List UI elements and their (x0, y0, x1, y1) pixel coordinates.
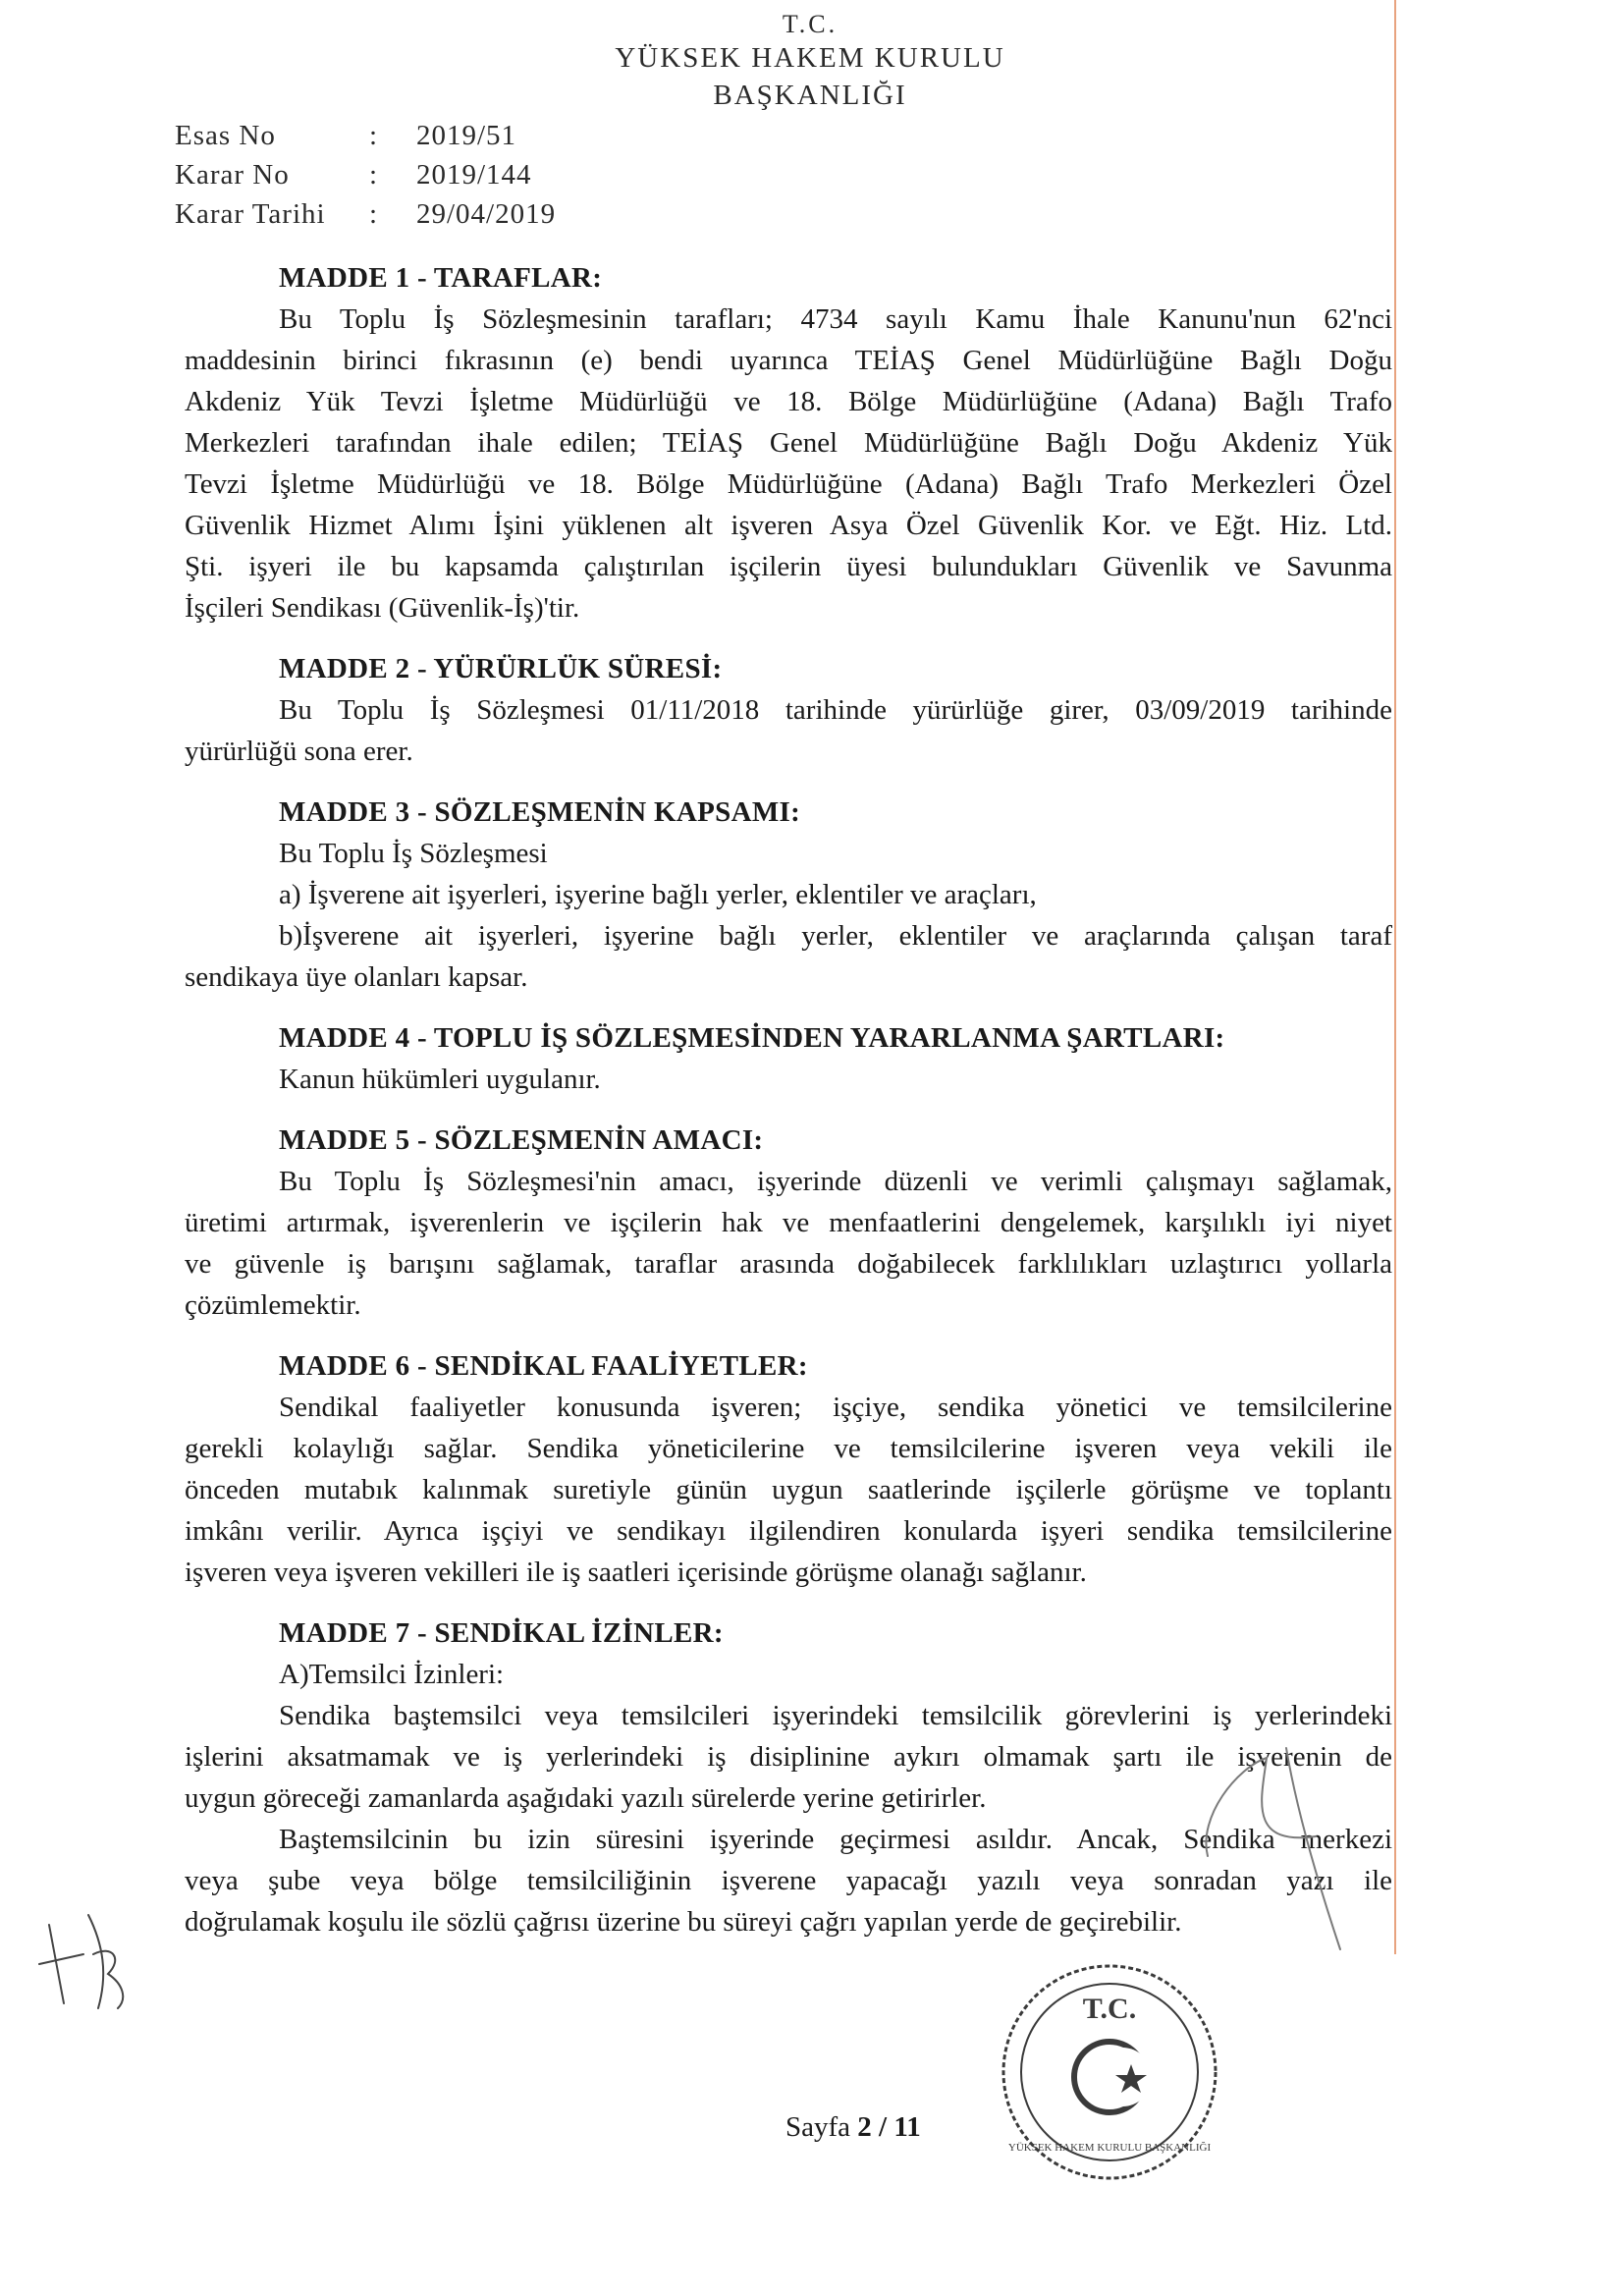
article-line: doğrulamak koşulu ile sözlü çağrısı üzerine bu süreyi çağrı yapılan yerde de geçirebilir. (185, 1906, 1182, 1938)
article-line: işveren veya işveren vekilleri ile iş saatleri içerisinde görüşme olanağı sağlanır. (185, 1557, 1087, 1588)
article-line: Akdeniz Yük Tevzi İşletme Müdürlüğü ve 18. Bölge Müdürlüğüne (Adana) Bağlı Trafo (185, 386, 1392, 417)
stamp-center-text: T.C. (1082, 1993, 1137, 2025)
case-meta (175, 116, 556, 234)
article-line: Güvenlik Hizmet Alımı İşini yüklenen alt işveren Asya Özel Güvenlik Kor. ve Eğt. Hiz. Ltd. (185, 510, 1392, 541)
meta-row-karar-tarihi (175, 194, 556, 234)
document-body (185, 257, 1392, 1962)
article-1 (185, 257, 1392, 629)
meta-label: Karar No (175, 159, 290, 191)
article-line: çözümlemektir. (185, 1289, 361, 1321)
handwritten-signature (1168, 1728, 1365, 1964)
page-current: 2 (857, 2111, 872, 2143)
stamp-ring-text: YÜKSEK HAKEM KURULU BAŞKANLIĞI (1007, 2142, 1212, 2154)
article-line: imkânı verilir. Ayrıca işçiyi ve sendikayı ilgilendiren konularda işyeri sendika temsilcilerine (185, 1515, 1392, 1547)
meta-label: Karar Tarihi (175, 198, 326, 230)
meta-value: 29/04/2019 (416, 198, 557, 230)
article-line: işlerini aksatmamak ve iş yerlerindeki iş disiplinine aykırı olmamak şartı ile işverenin de (185, 1741, 1392, 1773)
article-line: yürürlüğü sona erer. (185, 736, 413, 767)
article-line: Merkezleri tarafından ihale edilen; TEİAŞ Genel Müdürlüğüne Bağlı Doğu Akdeniz Yük (185, 427, 1392, 459)
article-6 (185, 1345, 1392, 1593)
article-line: Sendikal faaliyetler konusunda işveren; işçiye, sendika yönetici ve temsilcilerine (279, 1392, 1392, 1423)
header-tc: T.C. (782, 10, 839, 38)
article-line: Sendika baştemsilci veya temsilcileri işyerindeki temsilcilik görevlerini iş yerlerindeki (279, 1700, 1392, 1731)
meta-value: 2019/144 (416, 159, 532, 191)
meta-row-karar-no (175, 155, 556, 194)
article-line: b)İşverene ait işyerleri, işyerine bağlı yerler, eklentiler ve araçlarında çalışan taraf (279, 920, 1392, 952)
article-4 (185, 1017, 1392, 1100)
meta-label: Esas No (175, 120, 276, 151)
article-heading: MADDE 4 - TOPLU İŞ SÖZLEŞMESİNDEN YARARLANMA ŞARTLARI: (279, 1022, 1225, 1054)
official-stamp (992, 1954, 1227, 2190)
page-total: 11 (893, 2111, 921, 2143)
header-org-line1: YÜKSEK HAKEM KURULU (615, 42, 1005, 74)
article-line: Bu Toplu İş Sözleşmesi 01/11/2018 tarihinde yürürlüğe girer, 03/09/2019 tarihinde (279, 694, 1392, 726)
article-heading: MADDE 2 - YÜRÜRLÜK SÜRESİ: (279, 653, 723, 684)
margin-line (1394, 0, 1396, 1954)
article-line: veya şube veya bölge temsilciliğinin işverene yapacağı yazılı veya sonradan yazı ile (185, 1865, 1392, 1896)
article-line: Bu Toplu İş Sözleşmesi (279, 838, 548, 869)
article-line: Baştemsilcinin bu izin süresini işyerinde geçirmesi asıldır. Ancak, Sendika merkezi (279, 1824, 1392, 1855)
meta-sep: : (369, 120, 378, 151)
article-heading: MADDE 6 - SENDİKAL FAALİYETLER: (279, 1350, 808, 1382)
article-line: Tevzi İşletme Müdürlüğü ve 18. Bölge Müdürlüğüne (Adana) Bağlı Trafo Merkezleri Özel (185, 468, 1392, 500)
header-org-line2: BAŞKANLIĞI (713, 80, 907, 111)
article-line: Bu Toplu İş Sözleşmesinin tarafları; 4734 sayılı Kamu İhale Kanunu'nun 62'nci (279, 303, 1392, 335)
document-header (511, 10, 1109, 114)
page-number (785, 2111, 921, 2144)
article-line: uygun göreceği zamanlarda aşağıdaki yazılı sürelerde yerine getirirler. (185, 1782, 987, 1814)
article-5 (185, 1120, 1392, 1326)
handwritten-initials (29, 1886, 137, 2023)
article-line: Şti. işyeri ile bu kapsamda çalıştırılan işçilerin üyesi bulundukları Güvenlik ve Savunma (185, 551, 1392, 582)
article-line: gerekli kolaylığı sağlar. Sendika yöneticilerine ve temsilcilerine işveren veya vekili ile (185, 1433, 1392, 1464)
article-heading: MADDE 1 - TARAFLAR: (279, 262, 603, 294)
article-line: Kanun hükümleri uygulanır. (279, 1064, 601, 1095)
article-line: maddesinin birinci fıkrasının (e) bendi uyarınca TEİAŞ Genel Müdürlüğüne Bağlı Doğu (185, 345, 1392, 376)
article-heading: MADDE 3 - SÖZLEŞMENİN KAPSAMI: (279, 796, 801, 828)
meta-sep: : (369, 159, 378, 191)
article-line: A)Temsilci İzinleri: (279, 1659, 505, 1690)
meta-value: 2019/51 (416, 120, 517, 151)
page-sep: / (871, 2111, 894, 2143)
article-line: Bu Toplu İş Sözleşmesi'nin amacı, işyerinde düzenli ve verimli çalışmayı sağlamak, (279, 1166, 1392, 1197)
article-line: önceden mutabık kalınmak suretiyle günün uygun saatlerinde işçilerle görüşme ve toplantı (185, 1474, 1392, 1505)
article-line: üretimi artırmak, işverenlerin ve işçilerin hak ve menfaatlerini dengelemek, karşılıklı iyi niyet (185, 1207, 1392, 1238)
page-prefix: Sayfa (785, 2111, 858, 2143)
article-line: İşçileri Sendikası (Güvenlik-İş)'tir. (185, 592, 580, 624)
article-line: ve güvenle iş barışını sağlamak, taraflar arasında doğabilecek farklılıkları uzlaştırıcı yollarla (185, 1248, 1392, 1280)
meta-row-esas (175, 116, 556, 155)
article-2 (185, 648, 1392, 772)
article-line: a) İşverene ait işyerleri, işyerine bağlı yerler, eklentiler ve araçları, (279, 879, 1037, 910)
article-line: sendikaya üye olanları kapsar. (185, 961, 528, 993)
article-3 (185, 792, 1392, 998)
meta-sep: : (369, 198, 378, 230)
article-heading: MADDE 7 - SENDİKAL İZİNLER: (279, 1617, 724, 1649)
article-heading: MADDE 5 - SÖZLEŞMENİN AMACI: (279, 1124, 764, 1156)
